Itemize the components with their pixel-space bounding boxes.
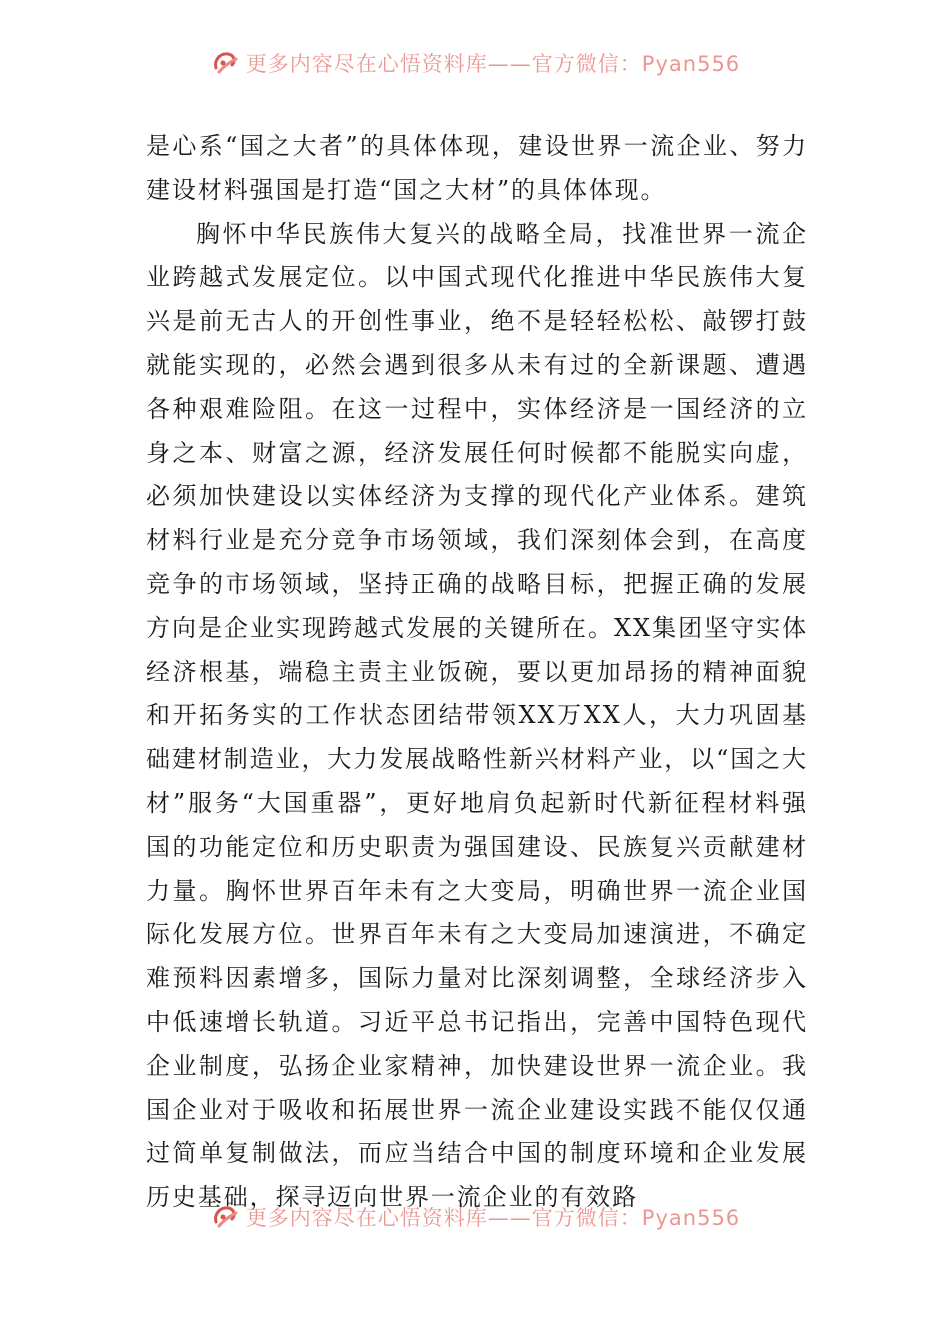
document-body <box>146 125 808 1220</box>
paragraph-main: 胸怀中华民族伟大复兴的战略全局，找准世界一流企业跨越式发展定位。以中国式现代化推进中华民族伟大复兴是前无古人的开创性事业，绝不是轻轻松松、敲锣打鼓就能实现的，必然会遇到很多从未有过的全新课题、遭遇各种艰难险阻。在这一过程中，实体经济是一国经济的立身之本、财富之源，经济发展任何时候都不能脱实向虚，必须加快建设以实体经济为支撑的现代化产业体系。建筑材料行业是充分竞争市场领域，我们深刻体会到，在高度竞争的市场领域，坚持正确的战略目标，把握正确的发展方向是企业实现跨越式发展的关键所在。XX集团坚守实体经济根基，端稳主责主业饭碗，要以更加昂扬的精神面貌和开拓务实的工作状态团结带领XX万XX人，大力巩固基础建材制造业，大力发展战略性新兴材料产业，以“国之大材”服务“大国重器”，更好地肩负起新时代新征程材料强国的功能定位和历史职责为强国建设、民族复兴贡献建材力量。胸怀世界百年未有之大变局，明确世界一流企业国际化发展方位。世界百年未有之大变局加速演进，不确定难预料因素增多，国际力量对比深刻调整，全球经济步入中低速增长轨道。习近平总书记指出，完善中国特色现代企业制度，弘扬企业家精神，加快建设世界一流企业。我国企业对于吸收和拓展世界一流企业建设实践不能仅仅通过简单复制做法，而应当结合中国的制度环境和企业发展历史基础，探寻迈向世界一流企业的有效路 <box>146 219 808 1212</box>
watermark-text: 更多内容尽在心悟资料库——官方微信：Pyan556 <box>245 1206 741 1230</box>
footer-watermark <box>0 1206 950 1240</box>
watermark-logo-icon <box>210 1206 240 1232</box>
watermark-text: 更多内容尽在心悟资料库——官方微信：Pyan556 <box>245 52 741 76</box>
paragraph-continued: 是心系“国之大者”的具体体现，建设世界一流企业、努力建设材料强国是打造“国之大材”的具体体现。 <box>146 132 808 204</box>
watermark-logo-icon <box>210 52 240 78</box>
header-watermark <box>0 52 950 86</box>
